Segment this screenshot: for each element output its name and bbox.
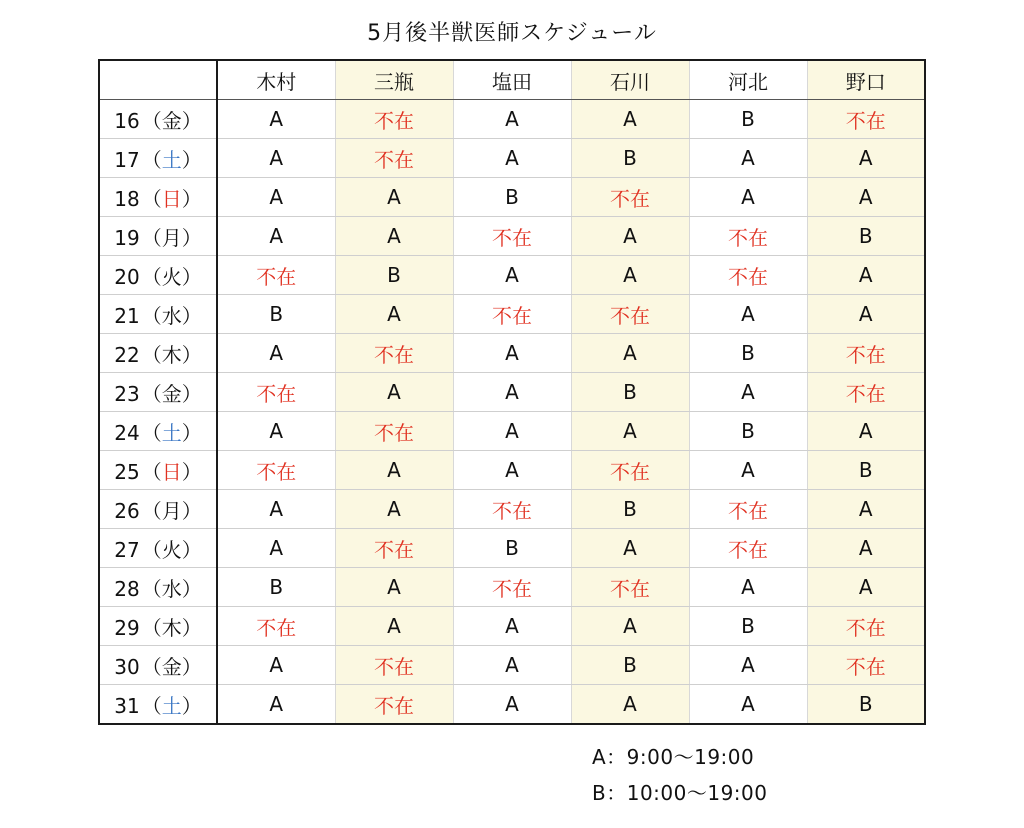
shift-cell: A [335,295,453,334]
shift-cell: A [571,529,689,568]
shift-cell: 不在 [571,451,689,490]
date-cell [99,139,217,178]
weekday-label: 金 [161,381,182,406]
shift-cell: A [807,139,925,178]
shift-cell: A [571,100,689,139]
shift-cell: A [335,451,453,490]
weekday-open-paren: （ [141,264,162,289]
doctor-header-cell: 三瓶 [335,60,453,100]
shift-cell: 不在 [807,100,925,139]
weekday-open-paren: （ [141,303,162,328]
shift-cell: 不在 [335,685,453,725]
table-row [99,412,925,451]
date-cell [99,373,217,412]
shift-cell: B [571,139,689,178]
shift-cell: A [217,685,335,725]
shift-cell: 不在 [807,373,925,412]
weekday-label: 日 [161,186,182,211]
shift-cell: A [217,412,335,451]
weekday-open-paren: （ [141,693,162,718]
shift-cell: 不在 [807,607,925,646]
weekday-open-paren: （ [141,147,162,172]
weekday-label: 木 [161,615,182,640]
shift-cell: 不在 [453,490,571,529]
header-row [99,60,925,100]
date-cell [99,217,217,256]
shift-cell: A [453,256,571,295]
shift-cell: B [571,490,689,529]
weekday-label: 金 [161,108,182,133]
shift-cell: B [807,451,925,490]
shift-cell: A [453,100,571,139]
shift-cell: 不在 [217,373,335,412]
shift-cell: B [217,568,335,607]
shift-cell: 不在 [571,295,689,334]
shift-cell: A [807,178,925,217]
weekday-open-paren: （ [141,225,162,250]
shift-cell: A [689,178,807,217]
shift-cell: A [807,295,925,334]
shift-cell: 不在 [689,217,807,256]
date-cell [99,178,217,217]
day-number: 26 [114,498,140,523]
doctor-header-cell: 野口 [807,60,925,100]
table-row [99,529,925,568]
date-cell [99,490,217,529]
table-row [99,490,925,529]
day-number: 18 [114,186,140,211]
shift-cell: A [807,529,925,568]
table-row [99,568,925,607]
table-row [99,217,925,256]
shift-cell: B [689,334,807,373]
day-number: 30 [114,654,140,679]
shift-cell: A [571,334,689,373]
day-number: 20 [114,264,140,289]
weekday-label: 土 [161,147,182,172]
shift-cell: B [571,646,689,685]
weekday-close-paren: ） [181,654,202,679]
shift-cell: B [453,529,571,568]
shift-cell: 不在 [453,568,571,607]
weekday-label: 日 [161,459,182,484]
day-number: 27 [114,537,140,562]
shift-cell: A [689,451,807,490]
shift-cell: A [689,139,807,178]
shift-cell: A [217,139,335,178]
schedule-table [98,59,926,725]
day-number: 31 [114,693,140,718]
weekday-close-paren: ） [181,264,202,289]
shift-cell: A [453,412,571,451]
weekday-close-paren: ） [181,147,202,172]
shift-cell: 不在 [807,646,925,685]
weekday-close-paren: ） [181,693,202,718]
table-row [99,334,925,373]
shift-cell: 不在 [335,529,453,568]
weekday-open-paren: （ [141,186,162,211]
date-cell [99,607,217,646]
weekday-label: 火 [161,537,182,562]
date-cell [99,412,217,451]
weekday-close-paren: ） [181,186,202,211]
weekday-label: 水 [161,303,182,328]
day-number: 28 [114,576,140,601]
shift-cell: B [689,607,807,646]
date-cell [99,685,217,725]
weekday-label: 水 [161,576,182,601]
shift-cell: B [335,256,453,295]
shift-cell: 不在 [689,256,807,295]
shift-cell: 不在 [453,217,571,256]
shift-cell: A [571,607,689,646]
shift-cell: A [689,646,807,685]
page-title: 5月後半獣医師スケジュール [367,21,657,46]
weekday-open-paren: （ [141,108,162,133]
day-number: 21 [114,303,140,328]
date-cell [99,568,217,607]
shift-cell: B [689,100,807,139]
weekday-close-paren: ） [181,108,202,133]
weekday-label: 月 [161,498,182,523]
shift-cell: B [807,217,925,256]
shift-cell: A [335,217,453,256]
shift-cell: A [453,646,571,685]
weekday-open-paren: （ [141,420,162,445]
weekday-close-paren: ） [181,381,202,406]
day-number: 17 [114,147,140,172]
shift-cell: A [217,100,335,139]
shift-cell: 不在 [807,334,925,373]
shift-cell: A [571,412,689,451]
date-cell [99,529,217,568]
shift-cell: 不在 [217,607,335,646]
shift-cell: 不在 [335,100,453,139]
doctor-header-cell: 石川 [571,60,689,100]
shift-cell: A [807,256,925,295]
shift-cell: 不在 [689,490,807,529]
shift-cell: A [217,646,335,685]
shift-cell: A [453,607,571,646]
shift-cell: 不在 [217,451,335,490]
weekday-close-paren: ） [181,303,202,328]
weekday-open-paren: （ [141,498,162,523]
table-row [99,685,925,725]
shift-cell: 不在 [217,256,335,295]
shift-cell: A [689,568,807,607]
date-cell [99,334,217,373]
shift-cell: A [335,490,453,529]
shift-cell: A [217,178,335,217]
weekday-close-paren: ） [181,459,202,484]
weekday-open-paren: （ [141,615,162,640]
shift-cell: 不在 [689,529,807,568]
date-cell [99,100,217,139]
shift-cell: A [335,568,453,607]
shift-cell: B [689,412,807,451]
table-row [99,256,925,295]
table-row [99,295,925,334]
shift-cell: A [571,685,689,725]
schedule-body [99,100,925,725]
day-number: 29 [114,615,140,640]
shift-cell: A [807,412,925,451]
shift-cell: A [807,568,925,607]
date-cell [99,295,217,334]
day-number: 24 [114,420,140,445]
weekday-close-paren: ） [181,537,202,562]
shift-cell: A [571,256,689,295]
weekday-label: 金 [161,654,182,679]
shift-cell: A [453,373,571,412]
shift-cell: 不在 [571,178,689,217]
weekday-label: 月 [161,225,182,250]
weekday-open-paren: （ [141,459,162,484]
corner-header-cell [99,60,217,100]
table-row [99,178,925,217]
date-cell [99,646,217,685]
shift-cell: A [217,217,335,256]
weekday-label: 土 [161,420,182,445]
legend-shift-a: A：9:00〜19:00 [592,745,755,769]
shift-cell: 不在 [453,295,571,334]
shift-cell: B [453,178,571,217]
shift-cell: B [217,295,335,334]
table-row [99,100,925,139]
shift-cell: A [217,529,335,568]
shift-cell: A [335,178,453,217]
table-row [99,646,925,685]
weekday-close-paren: ） [181,420,202,445]
weekday-close-paren: ） [181,225,202,250]
day-number: 16 [114,108,140,133]
table-row [99,607,925,646]
shift-cell: 不在 [335,646,453,685]
weekday-open-paren: （ [141,537,162,562]
shift-cell: A [217,334,335,373]
weekday-close-paren: ） [181,615,202,640]
weekday-open-paren: （ [141,576,162,601]
weekday-label: 土 [161,693,182,718]
shift-cell: A [807,490,925,529]
shift-cell: A [335,373,453,412]
weekday-close-paren: ） [181,342,202,367]
shift-cell: A [689,373,807,412]
shift-cell: A [335,607,453,646]
weekday-label: 火 [161,264,182,289]
doctor-header-cell: 木村 [217,60,335,100]
table-row [99,139,925,178]
day-number: 19 [114,225,140,250]
shift-cell: A [689,295,807,334]
weekday-open-paren: （ [141,381,162,406]
legend-shift-b: B：10:00〜19:00 [592,781,768,805]
day-number: 22 [114,342,140,367]
table-row [99,451,925,490]
shift-cell: A [453,139,571,178]
shift-cell: A [453,685,571,725]
shift-cell: A [217,490,335,529]
weekday-open-paren: （ [141,342,162,367]
shift-cell: A [689,685,807,725]
shift-cell: A [453,451,571,490]
day-number: 25 [114,459,140,484]
shift-cell: A [453,334,571,373]
shift-cell: 不在 [571,568,689,607]
doctor-header-cell: 河北 [689,60,807,100]
table-row [99,373,925,412]
shift-cell: A [571,217,689,256]
weekday-close-paren: ） [181,576,202,601]
shift-cell: B [571,373,689,412]
shift-cell: B [807,685,925,725]
date-cell [99,451,217,490]
date-cell [99,256,217,295]
doctor-header-cell: 塩田 [453,60,571,100]
weekday-open-paren: （ [141,654,162,679]
weekday-label: 木 [161,342,182,367]
shift-cell: 不在 [335,139,453,178]
shift-cell: 不在 [335,412,453,451]
weekday-close-paren: ） [181,498,202,523]
shift-cell: 不在 [335,334,453,373]
day-number: 23 [114,381,140,406]
